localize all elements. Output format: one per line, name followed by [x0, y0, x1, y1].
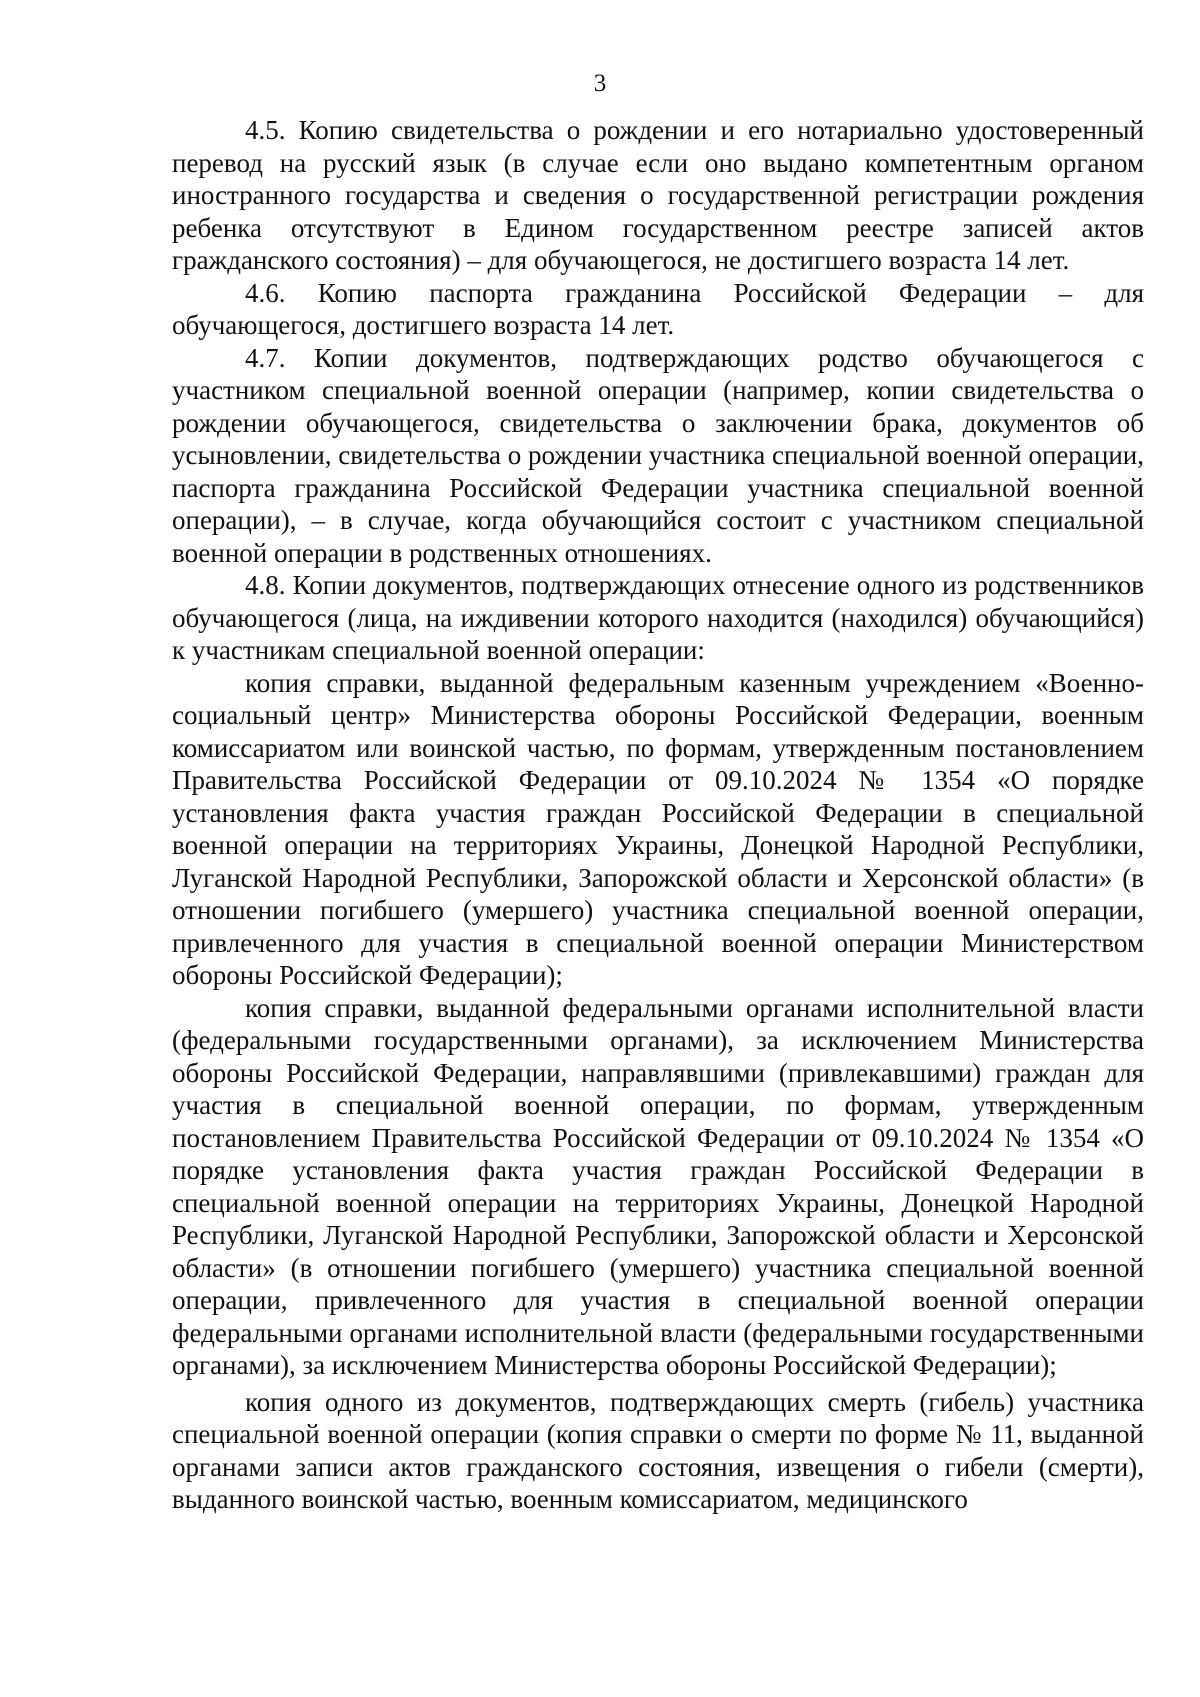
paragraph-4-6: 4.6. Копию паспорта гражданина Российской Федерации – для обучающегося, достигшего возраста 14 лет. [172, 277, 1144, 340]
paragraph-4-8: 4.8. Копии документов, подтверждающих отнесение одного из родственников обучающегося (лица, на иждивении которого находится (находился) обучающийся) к участникам специальной военной операции: [172, 570, 1144, 665]
paragraph-certificate-ministry-defense: копия справки, выданной федеральным казенным учреждением «Военно-социальный центр» Министерства обороны Российской Федерации, военным комиссариатом или воинской частью, по формам, утвержденным постановлением Правительства Российской Федерации от 09.10.2024 № 1354 «О порядке установления факта участия граждан Российской Федерации в специальной военной операции на территориях Украины, Донецкой Народной Республики, Луганской Народной Республики, Запорожской области и Херсонской области» (в отношении погибшего (умершего) участника специальной военной операции, привлеченного для участия в специальной военной операции Министерством обороны Российской Федерации); [172, 667, 1144, 990]
paragraph-death-documents: копия одного из документов, подтверждающих смерть (гибель) участника специальной военной операции (копия справки о смерти по форме № 11, выданной органами записи актов гражданского состояния, извещения о гибели (смерти), выданного воинской частью, военным комиссариатом, медицинского [172, 1386, 1144, 1514]
page-number: 3 [593, 70, 607, 97]
paragraph-4-7: 4.7. Копии документов, подтверждающих родство обучающегося с участником специальной военной операции (например, копии свидетельства о рождении обучающегося, свидетельства о заключении брака, документов об усыновлении, свидетельства о рождении участника специальной военной операции, паспорта гражданина Российской Федерации участника специальной военной операции), – в случае, когда обучающийся состоит с участником специальной военной операции в родственных отношениях. [172, 342, 1144, 568]
paragraph-certificate-federal-bodies: копия справки, выданной федеральными органами исполнительной власти (федеральными государственными органами), за исключением Министерства обороны Российской Федерации, направлявшими (привлекавшими) граждан для участия в специальной военной операции, по формам, утвержденным постановлением Правительства Российской Федерации от 09.10.2024 № 1354 «О порядке установления факта участия граждан Российской Федерации в специальной военной операции на территориях Украины, Донецкой Народной Республики, Луганской Народной Республики, Запорожской области и Херсонской области» (в отношении погибшего (умершего) участника специальной военной операции, привлеченного для участия в специальной военной операции федеральными органами исполнительной власти (федеральными государственными органами), за исключением Министерства обороны Российской Федерации); [172, 992, 1144, 1380]
document-body [172, 114, 1144, 1516]
paragraph-4-5: 4.5. Копию свидетельства о рождении и его нотариально удостоверенный перевод на русский язык (в случае если оно выдано компетентным органом иностранного государства и сведения о государственной регистрации рождения ребенка отсутствуют в Едином государственном реестре записей актов гражданского состояния) – для обучающегося, не достигшего возраста 14 лет. [172, 115, 1144, 275]
